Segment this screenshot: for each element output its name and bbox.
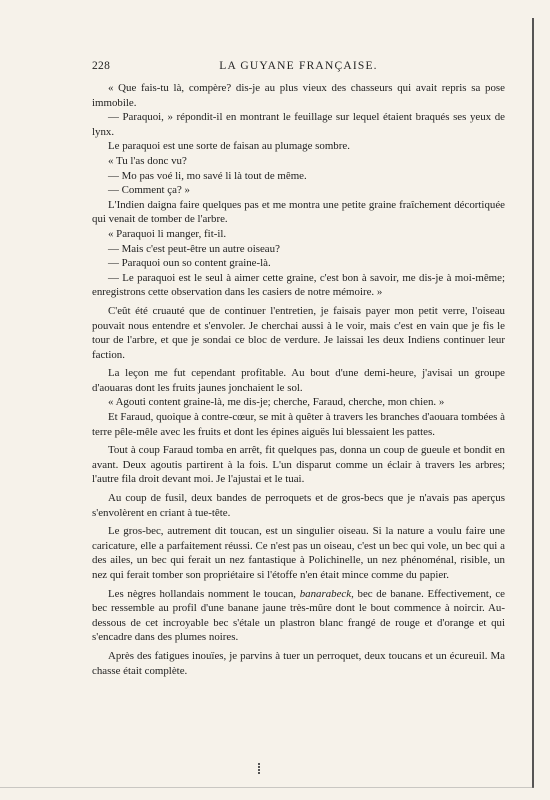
paragraph: Et Faraud, quoique à contre-cœur, se mit à quêter à travers les branches d'aouara tombées à terre pêle-mêle avec les fruits et dont les épines aiguës lui blessaient les pattes. bbox=[92, 411, 505, 438]
signature-mark bbox=[258, 763, 260, 774]
paragraph: « Que fais-tu là, compère? dis-je au plus vieux des chasseurs qui avait repris sa pose immobile. bbox=[92, 82, 505, 109]
running-title: LA GUYANE FRANÇAISE. bbox=[219, 60, 378, 72]
paragraph: « Agouti content graine-là, me dis-je; cherche, Faraud, cherche, mon chien. » bbox=[108, 396, 445, 409]
paragraph: « Tu l'as donc vu? bbox=[108, 154, 187, 167]
paragraph: Après des fatigues inouïes, je parvins à tuer un perroquet, deux toucans et un écureuil. Ma chasse était complète. bbox=[92, 649, 505, 677]
italic-term: banarabeck bbox=[299, 587, 352, 600]
paragraph: Au coup de fusil, deux bandes de perroquets et de gros-becs que je n'avais pas aperçus s'envolèrent en criant à tue-tête. bbox=[92, 492, 505, 519]
paragraph: — Le paraquoi est le seul à aimer cette graine, c'est bon à savoir, me dis-je à moi-même; enregistrons cette observation dans les casiers de notre mémoire. » bbox=[92, 271, 505, 299]
paragraph: C'eût été cruauté que de continuer l'entretien, je faisais payer mon petit verre, l'oiseau pouvait nous entendre et s'envoler. Je cherchai aussi à le voir, mais c'est en vain que je fis le tour de l'arbre, et que je sondai ce bloc de verdure. Je laissai les deux Indiens continuer leur faction. bbox=[92, 304, 505, 361]
paragraph: — Comment ça? » bbox=[108, 184, 190, 197]
page-number: 228 bbox=[92, 60, 111, 72]
paragraph: Le gros-bec, autrement dit toucan, est un singulier oiseau. Si la nature a voulu faire une caricature, elle a parfaitement réussi. Ce n'est pas un oiseau, c'est un bec qui vole, un bec qui a des ailes, un bec qui ferait un nez fantastique à Polichinelle, un nez phénoménal, risible, un nez qui ferait tomber son propriétaire si l'étoffe n'en était mince comme du papier. bbox=[92, 525, 505, 581]
paragraph bbox=[92, 587, 505, 645]
paragraph: — Mais c'est peut-être un autre oiseau? bbox=[108, 242, 280, 255]
paragraph: L'Indien daigna faire quelques pas et me montra une petite graine fraîchement décortiquée qui venait de tomber de l'arbre. bbox=[92, 198, 505, 226]
paragraph: « Paraquoi li manger, fit-il. bbox=[108, 227, 227, 240]
paragraph: — Paraquoi, » répondit-il en montrant le feuillage sur lequel étaient braqués ses yeux de lynx. bbox=[92, 111, 505, 138]
paragraph: La leçon me fut cependant profitable. Au bout d'une demi-heure, j'avisai un groupe d'aouaras dont les fruits jaunes jonchaient le sol. bbox=[92, 367, 505, 394]
page-edge-shadow bbox=[532, 18, 534, 788]
page-bottom-edge bbox=[0, 787, 534, 788]
paragraph: Tout à coup Faraud tomba en arrêt, fit quelques pas, donna un coup de gueule et bondit en avant. Deux agoutis partirent à la fois. L'un disparut comme un éclair à travers les arbres; l'autre fila droit devant moi. Je l'ajustai et le tuai. bbox=[92, 444, 505, 486]
body-text bbox=[92, 81, 505, 678]
paragraph: Le paraquoi est une sorte de faisan au plumage sombre. bbox=[108, 140, 350, 153]
page-header bbox=[92, 60, 505, 76]
paragraph: — Mo pas voé li, mo savé li là tout de même. bbox=[108, 169, 307, 182]
paragraph-text: , bec de banane. Effectivement, ce bec ressemble au profil d'une banane jaune très-mûre dont le bout commence à noircir. Au-dessous de cet incroyable bec s'étale un plastron blanc frangé de rouge et d'orange et qui s'encadre dans des plumes noires. bbox=[92, 587, 506, 644]
paragraph: — Paraquoi oun so content graine-là. bbox=[108, 257, 271, 270]
paragraph-text: Les nègres hollandais nomment le toucan, bbox=[108, 587, 300, 600]
